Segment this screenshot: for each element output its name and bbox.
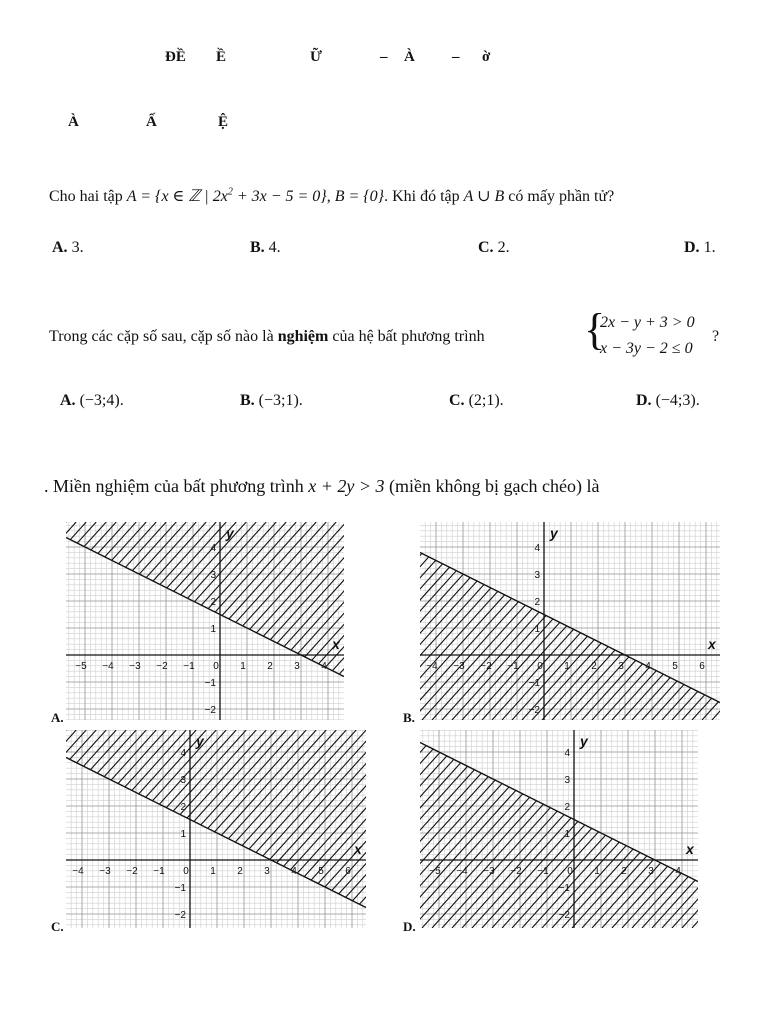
- graph-d-label[interactable]: D.: [403, 919, 416, 934]
- q1-middle: . Khi đó tập: [384, 188, 460, 205]
- header-glyph: Ệ: [218, 114, 229, 130]
- x-tick-label: −3: [129, 661, 141, 672]
- x-axis-name: x: [332, 636, 340, 652]
- x-tick-label: −1: [153, 866, 165, 877]
- y-tick-label: 3: [180, 775, 186, 786]
- x-tick-label: 3: [618, 661, 624, 672]
- q2-option-b[interactable]: B. (−3;1).: [240, 392, 303, 409]
- x-tick-label: 3: [264, 866, 270, 877]
- graph-b[interactable]: [420, 522, 720, 720]
- graph-b-label[interactable]: B.: [403, 710, 415, 725]
- x-tick-label: −5: [75, 661, 87, 672]
- graph-c-label[interactable]: C.: [51, 919, 64, 934]
- header-glyph: Ề: [216, 49, 227, 65]
- y-tick-label: 2: [180, 802, 186, 813]
- hatched-region: [66, 522, 344, 720]
- y-tick-label: 4: [180, 748, 186, 759]
- x-tick-label: −1: [183, 661, 195, 672]
- x-tick-label: 6: [699, 661, 705, 672]
- boundary-line: [420, 743, 698, 882]
- graph-a-label[interactable]: A.: [51, 710, 64, 725]
- q2-option-a[interactable]: A. (−3;4).: [60, 392, 124, 409]
- q1-tail: có mấy phần tử?: [508, 188, 615, 205]
- x-axis-name: x: [686, 841, 694, 857]
- x-tick-label: −4: [102, 661, 114, 672]
- x-tick-label: 4: [645, 661, 651, 672]
- boundary-line: [66, 538, 344, 677]
- x-tick-label: 1: [240, 661, 246, 672]
- x-tick-label: 1: [210, 866, 216, 877]
- y-tick-label: 2: [564, 802, 570, 813]
- x-tick-label: 4: [291, 866, 297, 877]
- x-tick-label: 2: [267, 661, 273, 672]
- x-tick-label: 3: [648, 866, 654, 877]
- major-grid: [66, 730, 366, 928]
- header-glyph: –: [452, 49, 460, 65]
- x-tick-label: −1: [537, 866, 549, 877]
- y-tick-label: 1: [564, 829, 570, 840]
- y-tick-label: 2: [534, 597, 540, 608]
- y-tick-label: 1: [210, 624, 216, 635]
- q2-option-c[interactable]: C. (2;1).: [449, 392, 504, 409]
- y-tick-label: 4: [534, 543, 540, 554]
- x-tick-label: −4: [456, 866, 468, 877]
- y-tick-label: −1: [204, 678, 216, 689]
- hatched-region: [66, 730, 366, 928]
- y-tick-label: 1: [534, 624, 540, 635]
- header-glyph: À: [68, 114, 79, 130]
- q2-bold-word: nghiệm: [277, 328, 329, 345]
- x-tick-label: −3: [483, 866, 495, 877]
- x-tick-label: 2: [591, 661, 597, 672]
- y-tick-label: −1: [558, 883, 570, 894]
- x-tick-label: 0: [537, 661, 543, 672]
- y-tick-label: 3: [210, 570, 216, 581]
- grid: [66, 730, 366, 928]
- y-tick-label: −2: [558, 910, 570, 921]
- q3-lead: . Miền nghiệm của bất phương trình: [44, 476, 304, 496]
- x-tick-label: 2: [621, 866, 627, 877]
- x-tick-label: 4: [321, 661, 327, 672]
- header-glyph: –: [380, 49, 388, 65]
- x-tick-label: 1: [564, 661, 570, 672]
- x-tick-label: 0: [183, 866, 189, 877]
- q1-option-a[interactable]: A. 3.: [52, 239, 84, 256]
- q2-tail: của hệ bất phương trình: [332, 328, 485, 345]
- header-glyph: ờ: [482, 49, 491, 65]
- x-tick-label: 5: [318, 866, 324, 877]
- x-tick-label: −2: [126, 866, 138, 877]
- y-tick-label: −1: [528, 678, 540, 689]
- y-tick-label: −1: [174, 883, 186, 894]
- x-tick-label: −5: [429, 866, 441, 877]
- y-tick-label: 4: [564, 748, 570, 759]
- x-tick-label: −3: [99, 866, 111, 877]
- x-tick-label: −3: [453, 661, 465, 672]
- q3-tail: (miền không bị gạch chéo) là: [389, 476, 600, 496]
- header-glyph: Ữ: [310, 49, 322, 65]
- y-tick-label: 2: [210, 597, 216, 608]
- x-tick-label: 5: [672, 661, 678, 672]
- x-axis-name: x: [708, 636, 716, 652]
- graph-d[interactable]: [420, 730, 698, 928]
- y-tick-label: 3: [564, 775, 570, 786]
- question-2-stem: [49, 328, 485, 346]
- x-tick-label: −4: [72, 866, 84, 877]
- q1-set-a: A = {x ∈ ℤ | $2x^2 + 3x - 5 = 0$}: [126, 186, 327, 205]
- y-axis-name: y: [196, 733, 204, 749]
- system-equation-1: 2x − y + 3 > 0: [600, 314, 695, 331]
- question-1-stem: [49, 186, 614, 206]
- y-axis-name: y: [580, 733, 588, 749]
- x-tick-label: 1: [594, 866, 600, 877]
- x-tick-label: −2: [510, 866, 522, 877]
- q3-inequality: x + 2y > 3: [308, 476, 385, 496]
- x-tick-label: −2: [480, 661, 492, 672]
- q1-set-b: , B = {0}: [326, 188, 385, 205]
- y-tick-label: 4: [210, 543, 216, 554]
- x-tick-label: 0: [567, 866, 573, 877]
- grid: [66, 522, 344, 720]
- graph-a[interactable]: [66, 522, 344, 720]
- graph-c[interactable]: [66, 730, 366, 928]
- x-tick-label: −2: [156, 661, 168, 672]
- y-axis-name: y: [550, 525, 558, 541]
- hatched-region: [420, 522, 720, 720]
- y-tick-label: 1: [180, 829, 186, 840]
- y-tick-label: −2: [174, 910, 186, 921]
- hatched-region: [420, 730, 698, 928]
- x-tick-label: 3: [294, 661, 300, 672]
- q1-option-d[interactable]: D. 1.: [684, 239, 716, 256]
- major-grid: [420, 522, 720, 720]
- y-axis-name: y: [226, 525, 234, 541]
- y-tick-label: 3: [534, 570, 540, 581]
- system-equation-2: x − 3y − 2 ≤ 0: [600, 340, 693, 357]
- y-tick-label: −2: [204, 705, 216, 716]
- x-tick-label: 2: [237, 866, 243, 877]
- q2-question-mark: ?: [712, 328, 720, 345]
- x-tick-label: 0: [213, 661, 219, 672]
- x-tick-label: −1: [507, 661, 519, 672]
- q2-lead: Trong các cặp số sau, cặp số nào là: [49, 328, 274, 345]
- question-3-stem: [44, 476, 599, 497]
- x-axis-name: x: [354, 841, 362, 857]
- x-tick-label: 4: [675, 866, 681, 877]
- x-tick-label: 6: [345, 866, 351, 877]
- major-grid: [66, 522, 344, 720]
- q2-option-d[interactable]: D. (−4;3).: [636, 392, 700, 409]
- x-tick-label: −4: [426, 661, 438, 672]
- system-brace: {: [584, 305, 606, 354]
- grid: [420, 522, 720, 720]
- q1-option-c[interactable]: C. 2.: [478, 239, 510, 256]
- header-glyph: À: [404, 49, 415, 65]
- q1-option-b[interactable]: B. 4.: [250, 239, 281, 256]
- q1-lead: Cho hai tập: [49, 188, 123, 205]
- y-tick-label: −2: [528, 705, 540, 716]
- q1-union: A ∪ B: [463, 188, 505, 205]
- header-glyph: ĐỀ: [165, 49, 186, 65]
- header-glyph: Ấ: [146, 114, 157, 130]
